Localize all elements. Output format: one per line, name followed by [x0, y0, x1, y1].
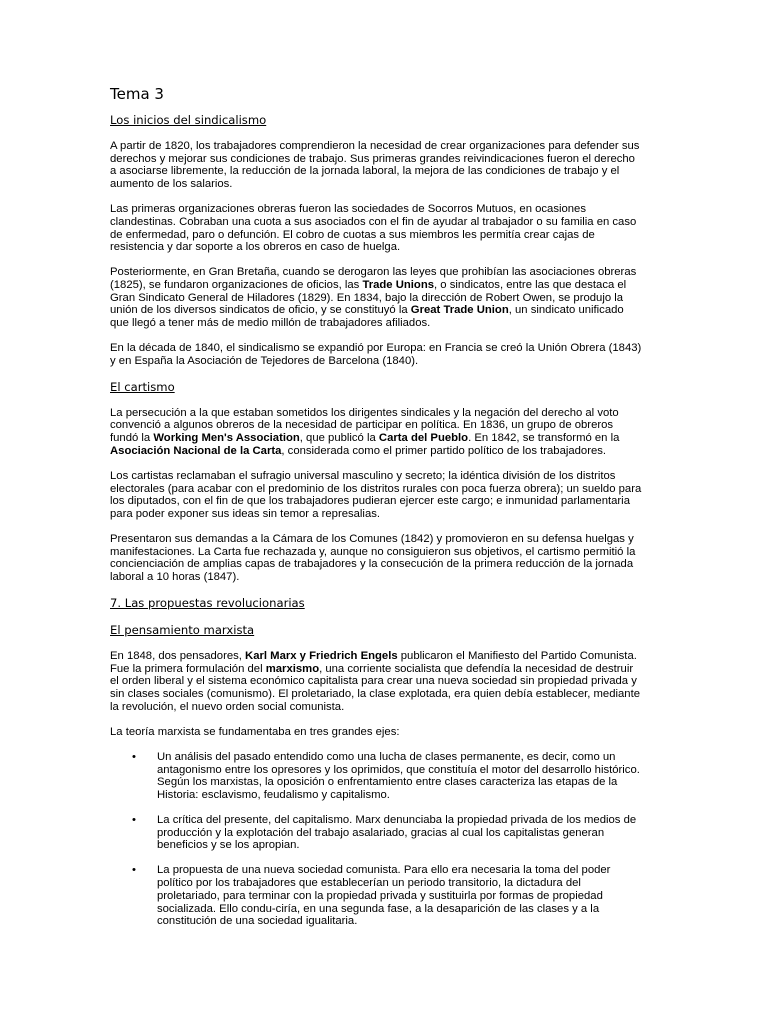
paragraph [110, 407, 660, 458]
heading-inicios-sindicalismo: Los inicios del sindicalismo [110, 113, 267, 127]
paragraph: Las primeras organizaciones obreras fueron las sociedades de Socorros Mutuos, en ocasiones clandestinas. Cobraban una cuota a sus asociados con el fin de ayudar al trabajador o su familia en caso de enfermedad, paro o defunción. El cobro de cuotas a sus miembros les permitía crear cajas de resistencia y dar soporte a los obreros en caso de huelga. [110, 203, 637, 254]
bold-term: Karl Marx y Friedrich Engels [245, 650, 398, 663]
bold-term: marxismo [265, 662, 320, 675]
bold-term: Asociación Nacional de la Carta [110, 444, 282, 457]
list-item [110, 751, 660, 802]
list-item-text: Un análisis del pasado entendido como una lucha de clases permanente, es decir, como un antagonismo entre los opresores y los oprimidos, que constituía el motor del desarrollo histórico. Según los marxistas, la oposición o enfrentamiento entre clases caracteriza las etapas de la Historia: esclavismo, feudalismo y capitalismo. [157, 750, 640, 801]
paragraph [110, 266, 660, 330]
bold-term: Carta del Pueblo [378, 432, 469, 445]
text-run: , una corriente socialista que defendía la necesidad de destruir el orden liberal y el sistema económico capitalista para crear una nueva sociedad sin propiedad privada y sin clases sociales (comunismo). El proletariado, la clase explotada, era quien debía establecer, mediante la revolución, el nuevo orden social comunista. [110, 662, 640, 713]
text-run: , un sindicato unificado que llegó a tener más de medio millón de trabajadores afiliados. [110, 304, 624, 330]
paragraph: Los cartistas reclamaban el sufragio universal masculino y secreto; la idéntica división de los distritos electorales (para acabar con el predominio de los distritos rurales con poca fuerza obrera); un sueldo para los diputados, con el fin de que los trabajadores pudieran ejercer este cargo; e inmunidad parlamentaria para poder exponer sus ideas sin temor a represalias. [110, 469, 642, 520]
document-page [110, 84, 660, 940]
text-run: En 1848, dos pensadores, [110, 650, 246, 663]
text-run: , considerada como el primer partido político de los trabajadores. [281, 444, 607, 457]
text-run: Posteriormente, en Gran Bretaña, cuando se derogaron las leyes que prohibían las asociaciones obreras (1825), se fundaron organizaciones de oficios, las [110, 266, 637, 291]
paragraph: La teoría marxista se fundamentaba en tres grandes ejes: [110, 725, 400, 738]
list-item-text: La crítica del presente, del capitalismo. Marx denunciaba la propiedad privada de los medios de producción y la explotación del trabajo asalariado, gracias al cual los capitalistas generan beneficios y se los apropian. [157, 813, 637, 852]
text-run: . En 1842, se transformó en la [468, 432, 620, 445]
heading-propuestas-revolucionarias: 7. Las propuestas revolucionarias [110, 596, 305, 611]
bold-term: Working Men's Association [153, 432, 300, 445]
list-item [110, 814, 660, 852]
text-run: , o sindicatos, entre las que destaca el Gran Sindicato General de Hiladores (1829). En 1834, bajo la dirección de Robert Owen, se produjo la unión de los diversos sindicatos de oficio, y se constituyó la [110, 278, 627, 317]
text-run: La persecución a la que estaban sometidos los dirigentes sindicales y la negación del derecho al voto convenció a algunos obreros de la necesidad de participar en política. En 1836, un grupo de obreros fundó la [110, 406, 619, 445]
bullet-icon: • [132, 864, 136, 877]
paragraph: Presentaron sus demandas a la Cámara de los Comunes (1842) y promovieron en su defensa huelgas y manifestaciones. La Carta fue rechazada y, aunque no consiguieron sus objetivos, el cartismo permitió la concienciación de amplias capas de trabajadores y la consecución de la primera reducción de la jornada laboral a 10 horas (1847). [110, 532, 636, 584]
text-run: , que publicó la [299, 432, 379, 445]
bullet-icon: • [132, 750, 136, 763]
list-item [110, 864, 660, 928]
heading-pensamiento-marxista: El pensamiento marxista [110, 623, 255, 638]
paragraph [110, 650, 660, 714]
paragraph: En la década de 1840, el sindicalismo se expandió por Europa: en Francia se creó la Unión Obrera (1843) y en España la Asociación de Tejedores de Barcelona (1840). [110, 342, 642, 367]
bullet-list [110, 751, 660, 928]
bold-term: Trade Unions [362, 278, 435, 291]
text-run: publicaron el Manifiesto del Partido Comunista. Fue la primera formulación del [110, 650, 637, 675]
list-item-text: La propuesta de una nueva sociedad comunista. Para ello era necesaria la toma del poder político por los trabajadores que establecerían un periodo transitorio, la dictadura del proletariado, para terminar con la propiedad privada y sustituirla por formas de propiedad socializada. Ello condu-ciría, en una segunda fase, a la desaparición de las clases y a la constitución de una sociedad igualitaria. [157, 864, 611, 928]
heading-cartismo: El cartismo [110, 379, 175, 394]
document-title: Tema 3 [110, 85, 164, 103]
bold-term: Great Trade Union [410, 304, 509, 317]
bullet-icon: • [132, 813, 136, 826]
paragraph: A partir de 1820, los trabajadores comprendieron la necesidad de crear organizaciones para defender sus derechos y mejorar sus condiciones de trabajo. Sus primeras grandes reivindicaciones fueron el derecho a asociarse libremente, la reducción de la jornada laboral, la mejora de las condiciones de trabajo y el aumento de los salarios. [110, 140, 640, 191]
